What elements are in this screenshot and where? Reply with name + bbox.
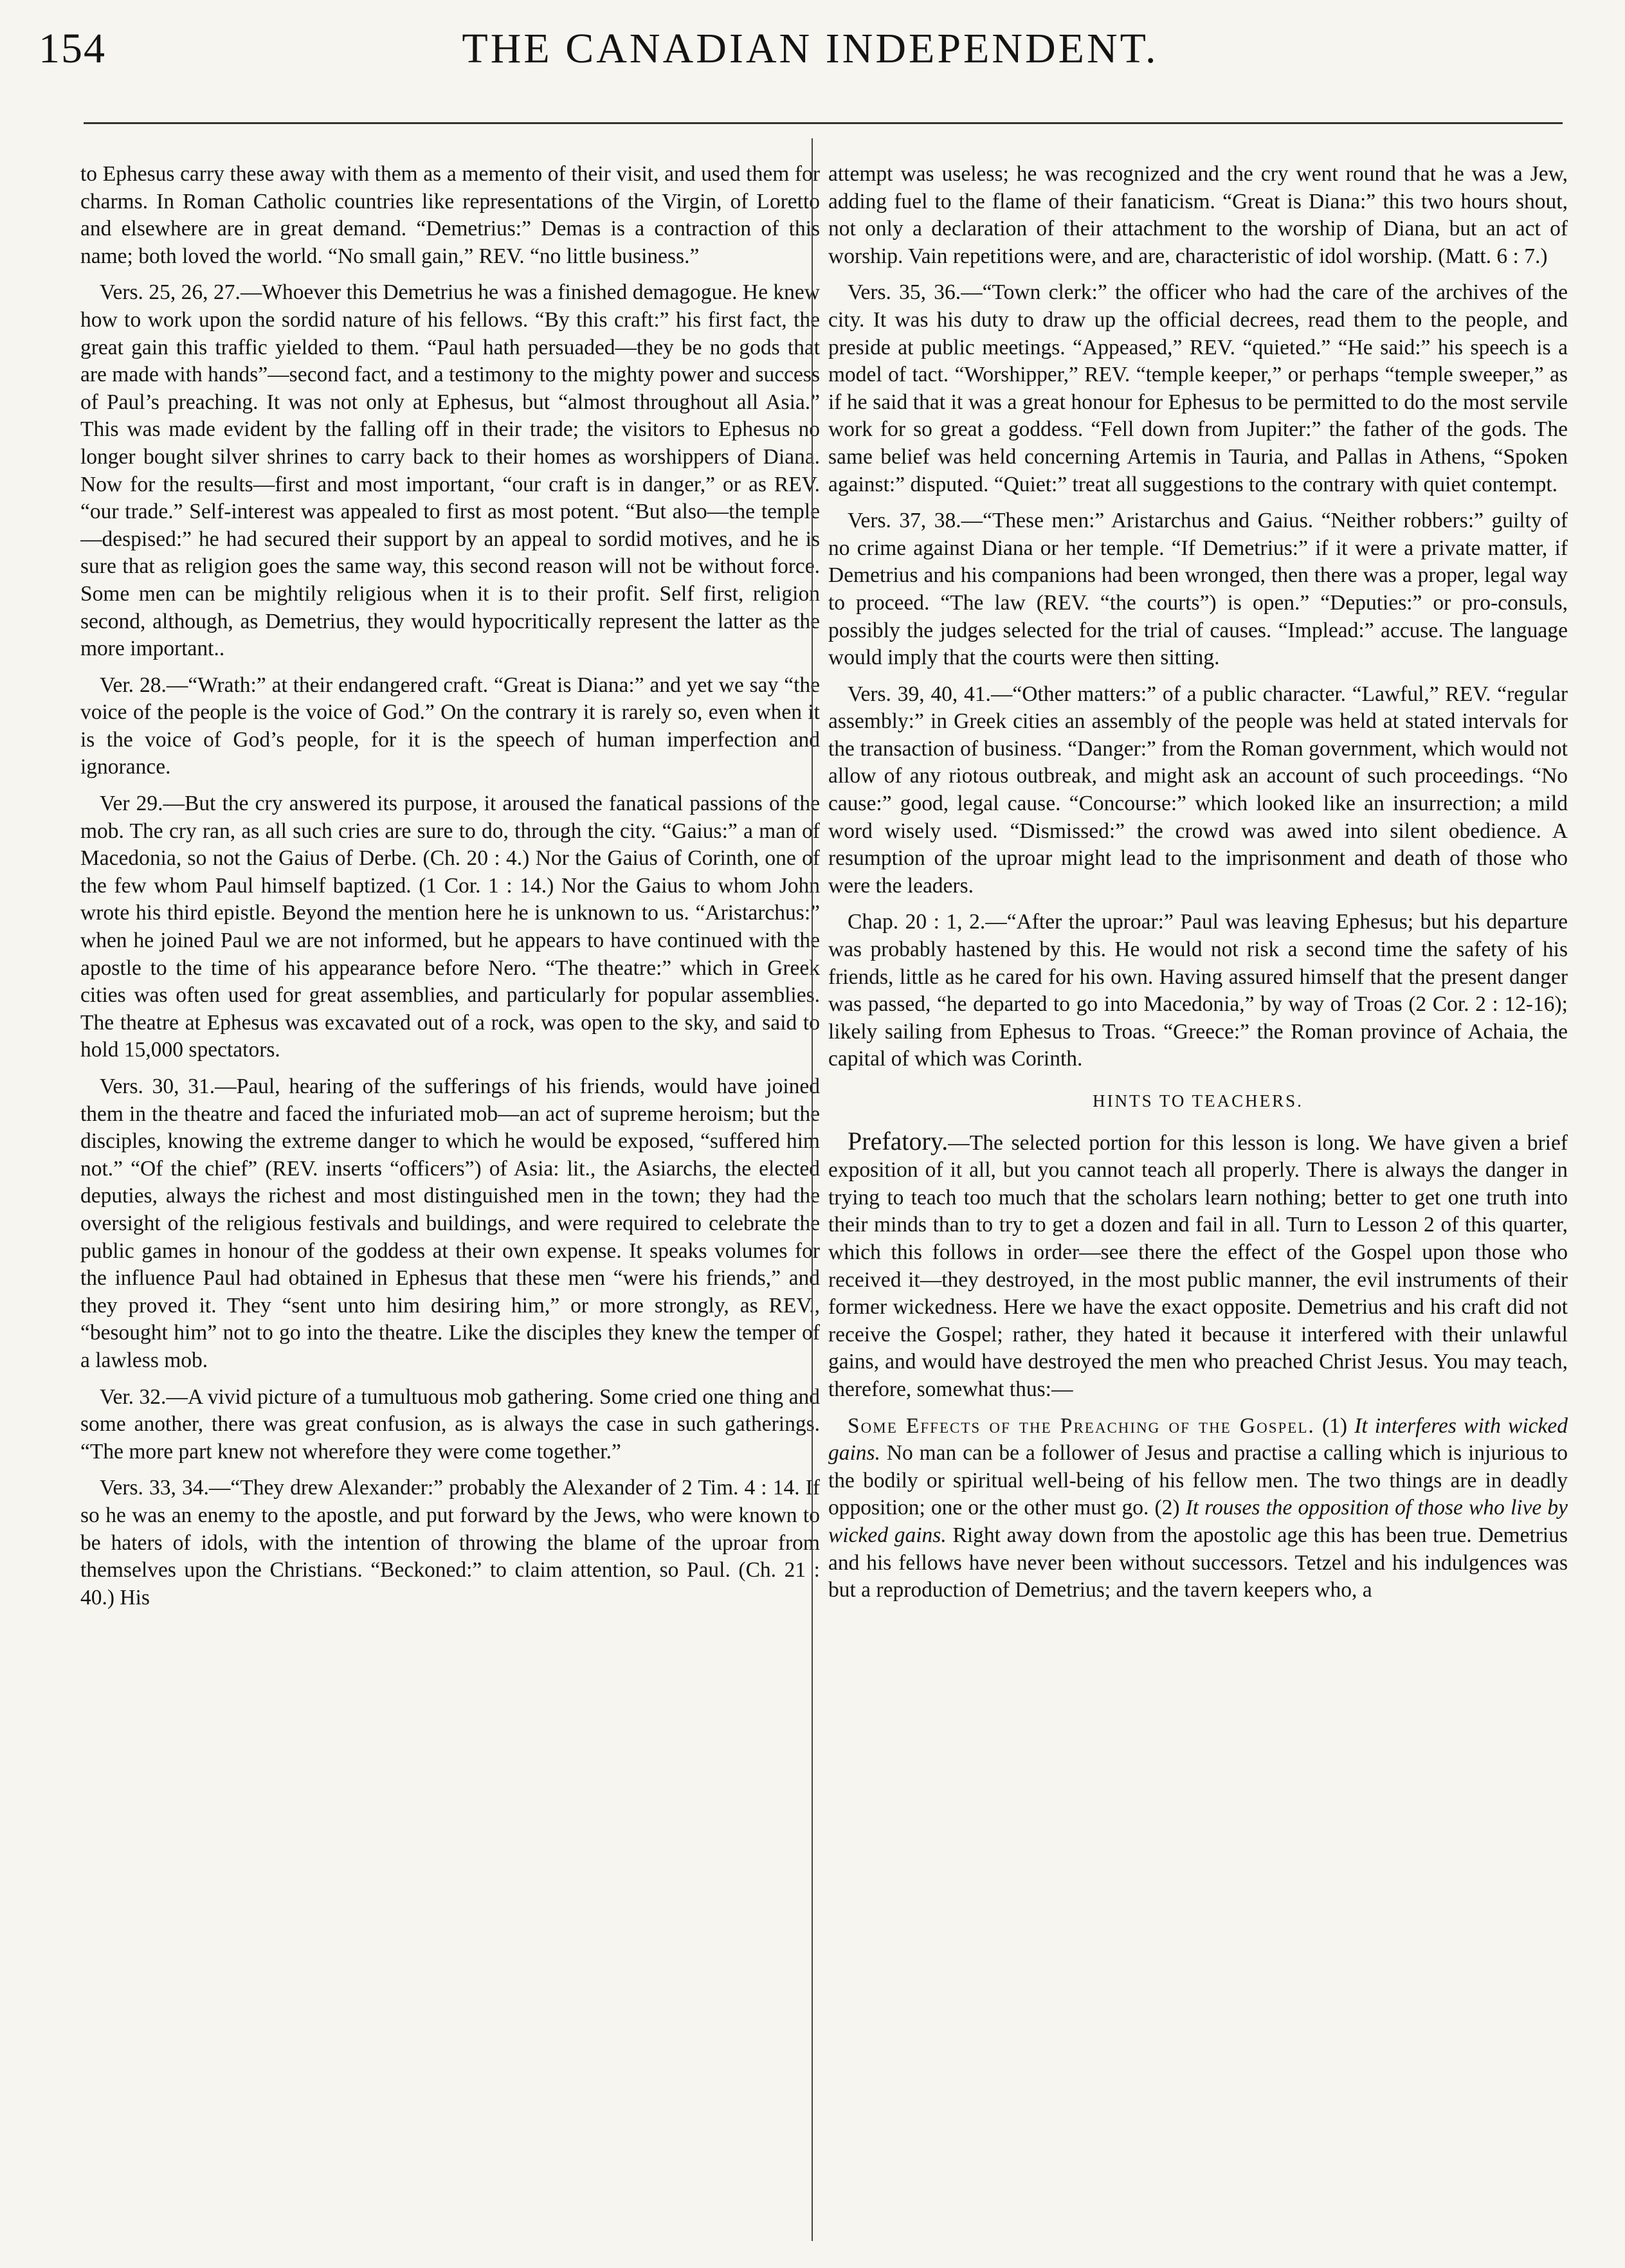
paragraph: Ver 29.—But the cry answered its purpose, it aroused the fanatical passions of the mob. The cry ran, as all such cries are sure to do, through the city. “Gaius:” a man of Macedonia, so not the Gaius of Derbe. (Ch. 20 : 4.) Nor the Gaius of Corinth, one of the few whom Paul himself baptized. (1 Cor. 1 : 14.) Nor the Gaius to whom John wrote his third epistle. Beyond the mention here he is unknown to us. “Aristarchus:” when he joined Paul we are not informed, but he appears to have continued with the apostle to the time of his appearance before Nero. “The theatre:” which in Greek cities was often used for great assemblies, and particularly for popular assemblies. The theatre at Ephesus was excavated out of a rock, was open to the sky, and said to hold 15,000 spectators.: [80, 792, 820, 1062]
paragraph: Vers. 37, 38.—“These men:” Aristarchus and Gaius. “Neither robbers:” guilty of no crime against Diana or her temple. “If Demetrius:” if it were a private matter, if Demetrius and his companions had been wronged, then there was a proper, legal way to proceed. “The law (REV. “the courts”) is open.” “Deputies:” or pro-consuls, possibly the judges selected for the trial of causes. “Implead:” accuse. The language would imply that the courts were then sitting.: [828, 509, 1568, 670]
emphasis-text: It rouses the opposition of those who live by wicked gains.: [828, 1496, 1568, 1547]
paragraph: Vers. 30, 31.—Paul, hearing of the sufferings of his friends, would have joined them in the theatre and faced the infuriated mob—an act of supreme heroism; but the disciples, knowing the extreme danger to which he would be exposed, “suffered him not.” “Of the chief” (REV. inserts “officers”) of Asia: lit., the Asiarchs, the elected deputies, always the richest and most distinguished men in the town; they had the oversight of the religious festivals and buildings, and were required to celebrate the public games in honour of the goddess at their own expense. It speaks volumes for the influence Paul had obtained in Ephesus that these men “were his friends,” and they proved it. They “sent unto him desiring him,” or more strongly, as REV., “besought him” not to go into the theatre. Like the disciples they knew the temper of a lawless mob.: [80, 1075, 820, 1372]
left-column: [80, 161, 820, 2244]
header-rule: [84, 122, 1563, 124]
right-column: [828, 161, 1568, 2244]
emphasis-text: It interferes with wicked gains.: [828, 1413, 1568, 1465]
paragraph-text: Right away down from the apostolic age this has been true. Demetrius and his fellows have never been without successors. Tetzel and his indulgences was but a reproduction of Demetrius; and the tavern keepers who, a: [828, 1523, 1568, 1602]
list-number: (2): [1154, 1496, 1180, 1520]
paragraph-text: —The selected portion for this lesson is long. We have given a brief exposition of it all, but you cannot teach all properly. There is always the danger in trying to teach too much that the scholars learn nothing; better to get one truth into their minds than to try to get a dozen and fail in all. Turn to Lesson 2 of this quarter, which this follows in order—see there the effect of the Gospel upon those who received it—they destroyed, in the most public manner, the evil instruments of their former wickedness. Here we have the exact opposite. Demetrius and his craft did not receive the Gospel; rather, they hated it because it interfered with their unlawful gains, and would have destroyed the men who preached Christ Jesus. You may teach, therefore, somewhat thus:—: [828, 1130, 1568, 1401]
section-heading: HINTS TO TEACHERS.: [1093, 1091, 1303, 1111]
paragraph: Vers. 39, 40, 41.—“Other matters:” of a public character. “Lawful,” REV. “regular assembly:” in Greek cities an assembly of the people was held at stated intervals for the transaction of business. “Danger:” from the Roman government, which would not allow of any riotous outbreak, and might ask an account of such proceedings. “No cause:” good, legal cause. “Concourse:” which looked like an insurrection; a mild word wisely used. “Dismissed:” the crowd was awed into silent obedience. A resumption of the uproar might lead to the imprisonment and death of those who were the leaders.: [828, 682, 1568, 898]
paragraph-text: No man can be a follower of Jesus and practise a calling which is injurious to the bodily or spiritual well-being of his fellow men. The two things are in deadly opposition; one or the other must go.: [828, 1441, 1568, 1520]
paragraph: Ver. 32.—A vivid picture of a tumultuous mob gathering. Some cried one thing and some another, there was great confusion, as is always the case in such gatherings. “The more part knew not wherefore they were come together.”: [80, 1384, 820, 1464]
paragraph: [828, 1128, 1568, 1404]
paragraph: to Ephesus carry these away with them as a memento of their visit, and used them for charms. In Roman Catholic countries like representations of the Virgin, of Loretto and elsewhere are in great demand. “Demetrius:” Demas is a contraction of this name; both loved the world. “No small gain,” REV. “no little business.”: [80, 162, 820, 268]
page-header: [39, 18, 1582, 89]
paragraph: Vers. 35, 36.—“Town clerk:” the officer who had the care of the archives of the city. It was his duty to draw up the official decrees, read them to the people, and preside at public meetings. “Appeased,” REV. “quieted.” “He said:” his speech is a model of tact. “Worshipper,” REV. “temple keeper,” or perhaps “temple sweeper,” as if he said that it was a great honour for Ephesus to be permitted to do the most servile work for so great a goddess. “Fell down from Jupiter:” the father of the gods. The same belief was held concerning Artemis in Tauria, and Pallas in Athens, “Spoken against:” disputed. “Quiet:” treat all suggestions to the contrary with quiet contempt.: [828, 280, 1568, 496]
page-number: 154: [39, 25, 106, 72]
journal-title: THE CANADIAN INDEPENDENT.: [462, 25, 1159, 72]
subsection-title: Some Effects of the Preaching of the Gospel.: [848, 1413, 1315, 1438]
paragraph-lead: Prefatory.: [848, 1126, 949, 1156]
paragraph: attempt was useless; he was recognized and the cry went round that he was a Jew, adding fuel to the flame of their fanaticism. “Great is Diana:” this two hours shout, not only a declaration of their attachment to the worship of Diana, but an act of worship. Vain repetitions were, and are, characteristic of idol worship. (Matt. 6 : 7.): [828, 162, 1568, 268]
paragraph: Chap. 20 : 1, 2.—“After the uproar:” Paul was leaving Ephesus; but his departure was probably hastened by this. He would not risk a second time the safety of his friends, little as he cared for his own. Having assured himself that the present danger was passed, “he departed to go into Macedonia,” by way of Troas (2 Cor. 2 : 12-16); likely sailing from Ephesus to Troas. “Greece:” the Roman province of Achaia, the capital of which was Corinth.: [828, 910, 1568, 1071]
list-number: (1): [1321, 1413, 1347, 1438]
paragraph: Vers. 25, 26, 27.—Whoever this Demetrius he was a finished demagogue. He knew how to work upon the sordid nature of his fellows. “By this craft:” his first fact, the great gain this traffic yielded to them. “Paul hath persuaded—they be no gods that are made with hands”—second fact, and a testimony to the mighty power and success of Paul’s preaching. It was not only at Ephesus, but “almost throughout all Asia.” This was made evident by the falling off in their trade; the visitors to Ephesus no longer bought silver shrines to carry back to their homes as worshippers of Diana. Now for the results—first and most important, “our craft is in danger,” or as REV. “our trade.” Self-interest was appealed to first as most potent. “But also—the temple—despised:” he had secured their support by an appeal to sordid motives, and he is sure that as religion goes the same way, this second reason will not be without force. Some men can be mightily religious when it is to their profit. Self first, religion second, although, as Demetrius, they would hypocritically represent the latter as the more important..: [80, 280, 820, 661]
paragraph: [828, 1413, 1568, 1604]
paragraph: Vers. 33, 34.—“They drew Alexander:” probably the Alexander of 2 Tim. 4 : 14. If so he was an enemy to the apostle, and put forward by the Jews, who were known to be haters of idols, with the intention of throwing the blame of the uproar from themselves upon the Christians. “Beckoned:” to claim attention, so Paul. (Ch. 21 : 40.) His: [80, 1476, 820, 1610]
column-divider: [812, 138, 813, 2241]
paragraph: Ver. 28.—“Wrath:” at their endangered craft. “Great is Diana:” and yet we say “the voice of the people is the voice of God.” On the contrary it is rarely so, even when it is the voice of God’s people, for it is the speech of human imperfection and ignorance.: [80, 673, 820, 779]
